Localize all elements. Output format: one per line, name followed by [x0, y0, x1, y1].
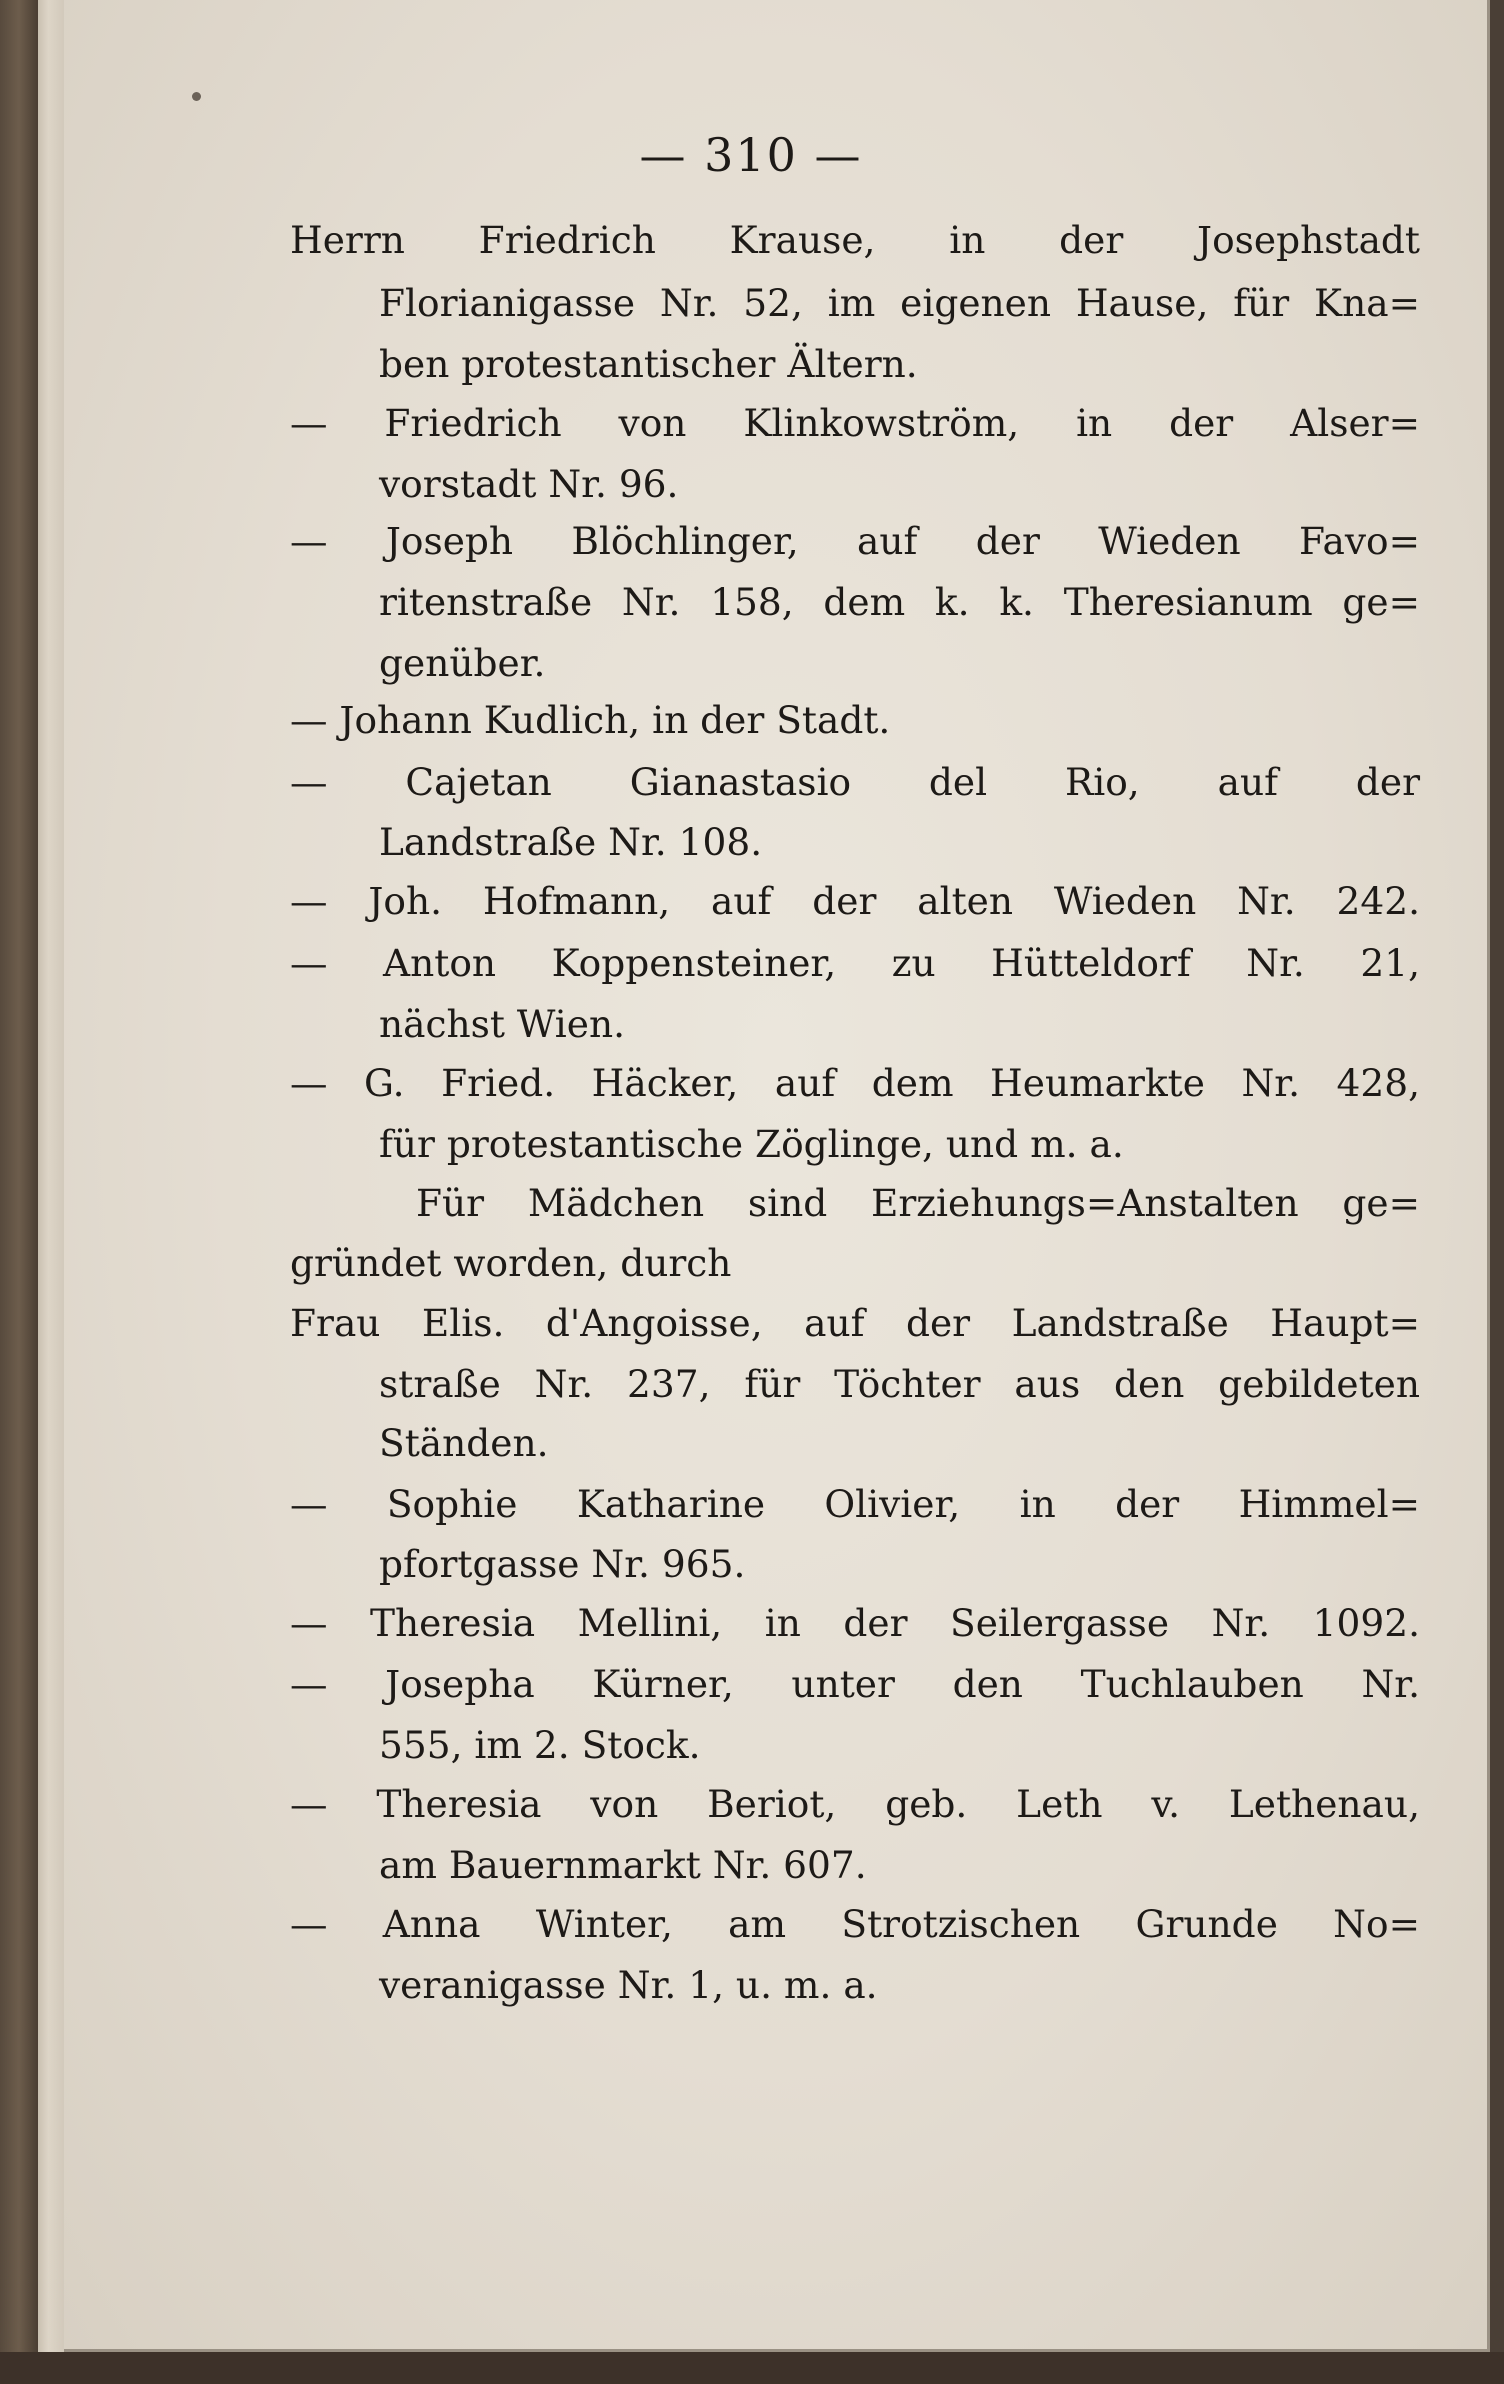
text-line: pfortgasse Nr. 965. [379, 1542, 746, 1586]
text-line: — Anton Koppensteiner, zu Hütteldorf Nr. 21, [290, 941, 1420, 985]
book-page [64, 0, 1490, 2352]
text-line: für protestantische Zöglinge, und m. a. [379, 1122, 1124, 1166]
text-line: Frau Elis. d'Angoisse, auf der Landstraße Haupt= [290, 1301, 1420, 1345]
text-line: — Sophie Katharine Olivier, in der Himmel= [290, 1482, 1420, 1526]
text-line: — Joseph Blöchlinger, auf der Wieden Favo= [290, 519, 1420, 563]
text-line: ritenstraße Nr. 158, dem k. k. Theresianum ge= [379, 580, 1420, 624]
page-text [64, 0, 1490, 2352]
text-line: veranigasse Nr. 1, u. m. a. [379, 1963, 878, 2007]
text-line: Für Mädchen sind Erziehungs=Anstalten ge= [416, 1181, 1420, 1225]
text-line: — Anna Winter, am Strotzischen Grunde No= [290, 1902, 1420, 1946]
text-line: Herrn Friedrich Krause, in der Josephstadt [290, 218, 1420, 262]
text-line: straße Nr. 237, für Töchter aus den gebildeten [379, 1362, 1420, 1406]
text-line: — Johann Kudlich, in der Stadt. [290, 698, 891, 742]
text-line: gründet worden, durch [290, 1241, 732, 1285]
book-cover-edge [0, 0, 38, 2384]
text-line: — Theresia von Beriot, geb. Leth v. Lethenau, [290, 1782, 1420, 1826]
text-line: am Bauernmarkt Nr. 607. [379, 1843, 867, 1887]
page-edge [38, 0, 66, 2384]
scan-background-right [1490, 0, 1504, 2384]
page-number: — 310 — [639, 128, 863, 182]
text-line: Ständen. [379, 1421, 549, 1465]
text-line: — Friedrich von Klinkowström, in der Alser= [290, 401, 1420, 445]
text-line: nächst Wien. [379, 1002, 626, 1046]
text-line: 555, im 2. Stock. [379, 1723, 701, 1767]
text-line: ben protestantischer Ältern. [379, 342, 918, 386]
text-line: Landstraße Nr. 108. [379, 820, 763, 864]
text-line: vorstadt Nr. 96. [379, 462, 679, 506]
text-line: — Josepha Kürner, unter den Tuchlauben Nr. [290, 1662, 1420, 1706]
text-line: — Cajetan Gianastasio del Rio, auf der [290, 760, 1420, 804]
text-line: genüber. [379, 641, 546, 685]
text-line: Florianigasse Nr. 52, im eigenen Hause, für Kna= [379, 281, 1420, 325]
text-line: — Joh. Hofmann, auf der alten Wieden Nr. 242. [290, 879, 1420, 923]
text-line: — G. Fried. Häcker, auf dem Heumarkte Nr. 428, [290, 1061, 1420, 1105]
text-line: — Theresia Mellini, in der Seilergasse Nr. 1092. [290, 1601, 1420, 1645]
scan-background-bottom [0, 2352, 1504, 2384]
